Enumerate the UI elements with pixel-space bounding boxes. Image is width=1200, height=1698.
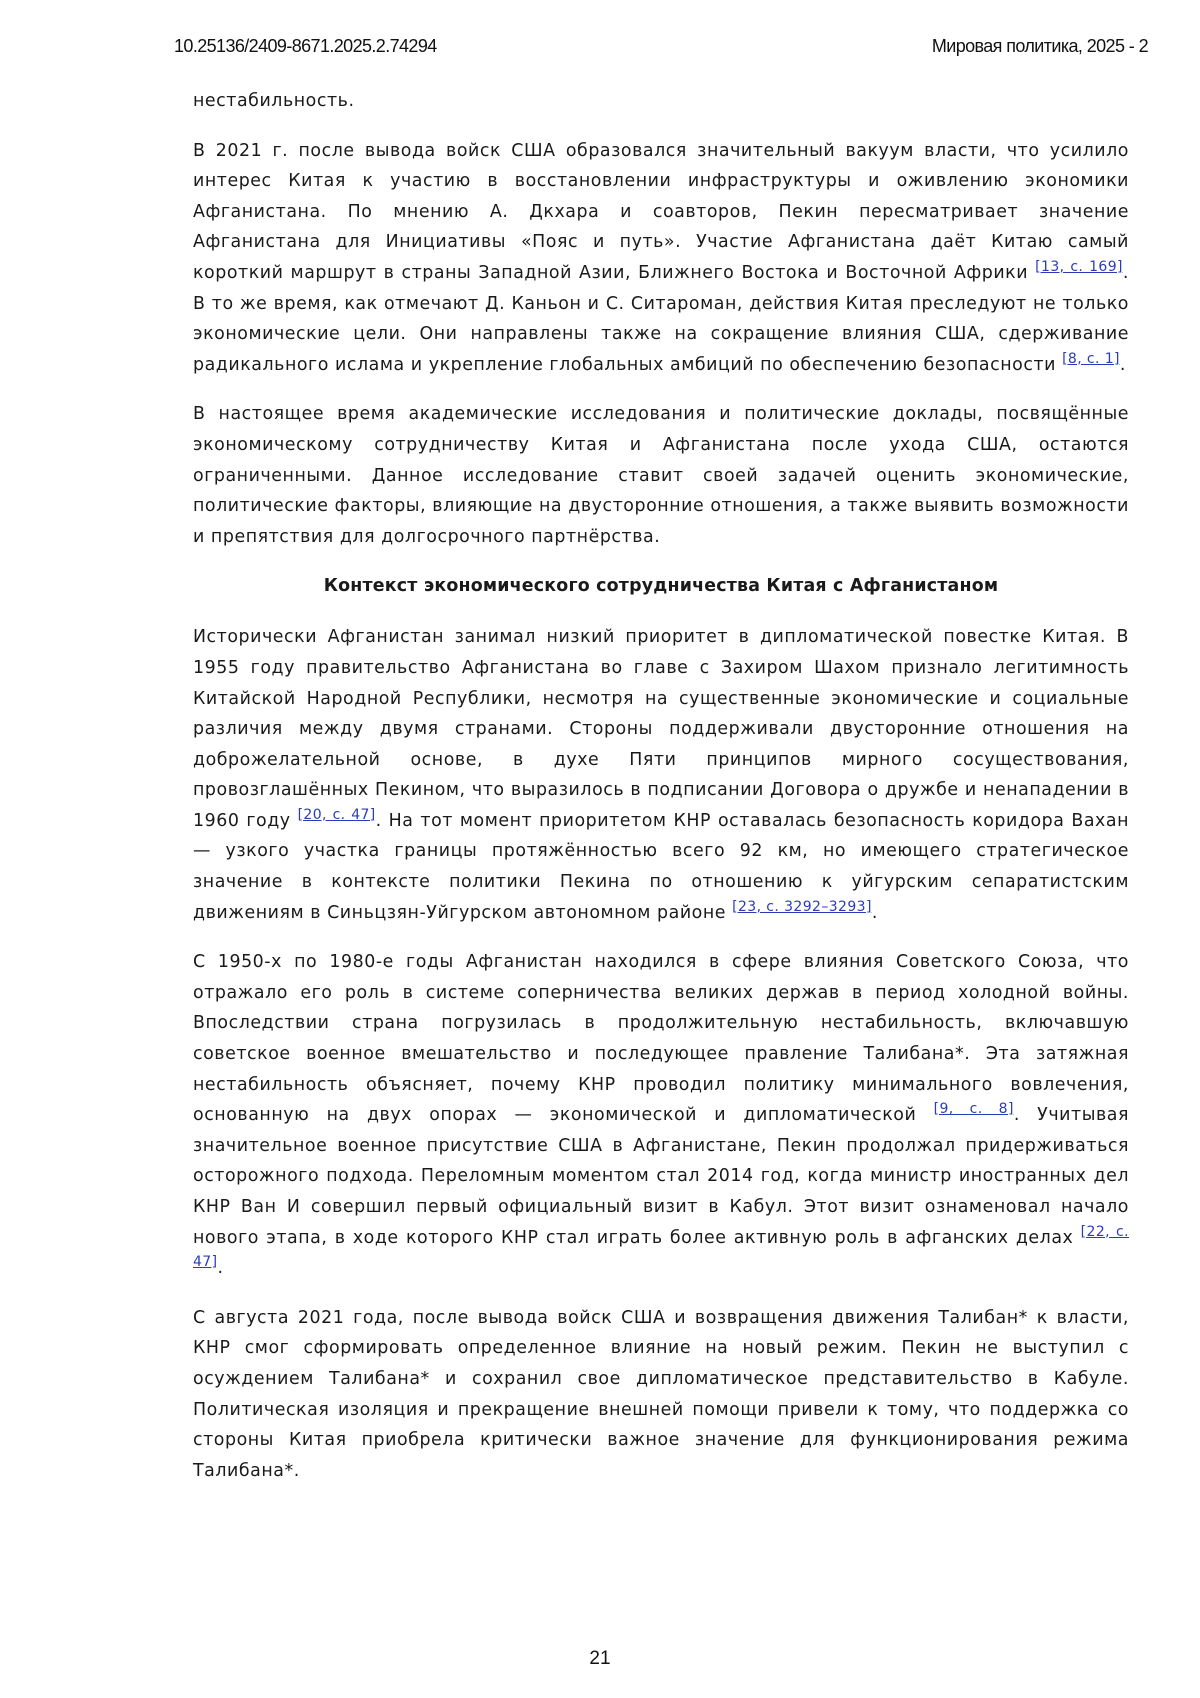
citation-link[interactable]: [22, с. 47]: [193, 1223, 1129, 1271]
paragraph: В 2021 г. после вывода войск США образовался значительный вакуум власти, что усилило интерес Китая к участию в восстановлении инфраструктуры и оживлению экономики Афганистана. По мнению А. Дкхара и соавторов, Пекин пересматривает значение Афганистана для Инициативы «Пояс и путь». Участие Афганистана даёт Китаю самый короткий маршрут в страны Западной Азии, Ближнего Востока и Восточной Африки [13, с. 169]. В то же время, как отмечают Д. Каньон и С. Ситароман, действия Китая преследуют не только экономические цели. Они направлены также на сокращение влияния США, сдерживание радикального ислама и укрепление глобальных амбиций по обеспечению безопасности [8, с. 1].: [193, 140, 1129, 375]
page-number: 21: [589, 1648, 611, 1669]
journal-label: Мировая политика, 2025 - 2: [931, 36, 1148, 56]
citation-link[interactable]: [20, с. 47]: [297, 806, 376, 823]
citation-link[interactable]: [23, с. 3292–3293]: [732, 898, 872, 915]
paragraph: В настоящее время академические исследования и политические доклады, посвящённые экономическому сотрудничеству Китая и Афганистана после ухода США, остаются ограниченными. Данное исследование ставит своей задачей оценить экономические, политические факторы, влияющие на двусторонние отношения, а также выявить возможности и препятствия для долгосрочного партнёрства.: [193, 404, 1129, 547]
article-body: [193, 86, 1129, 1505]
citation-link[interactable]: [8, с. 1]: [1062, 350, 1120, 367]
paragraph: Исторически Афганистан занимал низкий приоритет в дипломатической повестке Китая. В 1955 году правительство Афганистана во главе с Захиром Шахом признало легитимность Китайской Народной Республики, несмотря на существенные экономические и социальные различия между двумя странами. Стороны поддерживали двусторонние отношения на доброжелательной основе, в духе Пяти принципов мирного сосуществования, провозглашённых Пекином, что выразилось в подписании Договора о дружбе и ненападении в 1960 году [20, с. 47]. На тот момент приоритетом КНР оставалась безопасность коридора Вахан — узкого участка границы протяжённостью всего 92 км, но имеющего стратегическое значение в контексте политики Пекина по отношению к уйгурским сепаратистским движениям в Синьцзян-Уйгурском автономном районе [23, с. 3292–3293].: [193, 627, 1129, 923]
citation-link[interactable]: [9, с. 8]: [933, 1101, 1014, 1118]
paragraph: С августа 2021 года, после вывода войск США и возвращения движения Талибан* к власти, КНР смог сформировать определенное влияние на новый режим. Пекин не выступил с осуждением Талибана* и сохранил свое дипломатическое представительство в Кабуле. Политическая изоляция и прекращение внешней помощи привели к тому, что поддержка со стороны Китая приобрела критически важное значение для функционирования режима Талибана*.: [193, 1307, 1129, 1481]
paragraph: нестабильность.: [193, 91, 355, 111]
page-header: [174, 36, 1148, 60]
citation-link[interactable]: [13, с. 169]: [1035, 258, 1123, 275]
doi-label: 10.25136/2409-8671.2025.2.74294: [174, 36, 437, 56]
paragraph: С 1950-х по 1980-е годы Афганистан находился в сфере влияния Советского Союза, что отражало его роль в системе соперничества великих держав в период холодной войны. Впоследствии страна погрузилась в продолжительную нестабильность, включавшую советское военное вмешательство и последующее правление Талибана*. Эта затяжная нестабильность объясняет, почему КНР проводил политику минимального вовлечения, основанную на двух опорах — экономической и дипломатической [9, с. 8]. Учитывая значительное военное присутствие США в Афганистане, Пекин продолжал придерживаться осторожного подхода. Переломным моментом стал 2014 год, когда министр иностранных дел КНР Ван И совершил первый официальный визит в Кабул. Этот визит ознаменовал начало нового этапа, в ходе которого КНР стал играть более активную роль в афганских делах [22, с. 47].: [193, 952, 1129, 1279]
section-heading: Контекст экономического сотрудничества Китая с Афганистаном: [323, 576, 999, 597]
